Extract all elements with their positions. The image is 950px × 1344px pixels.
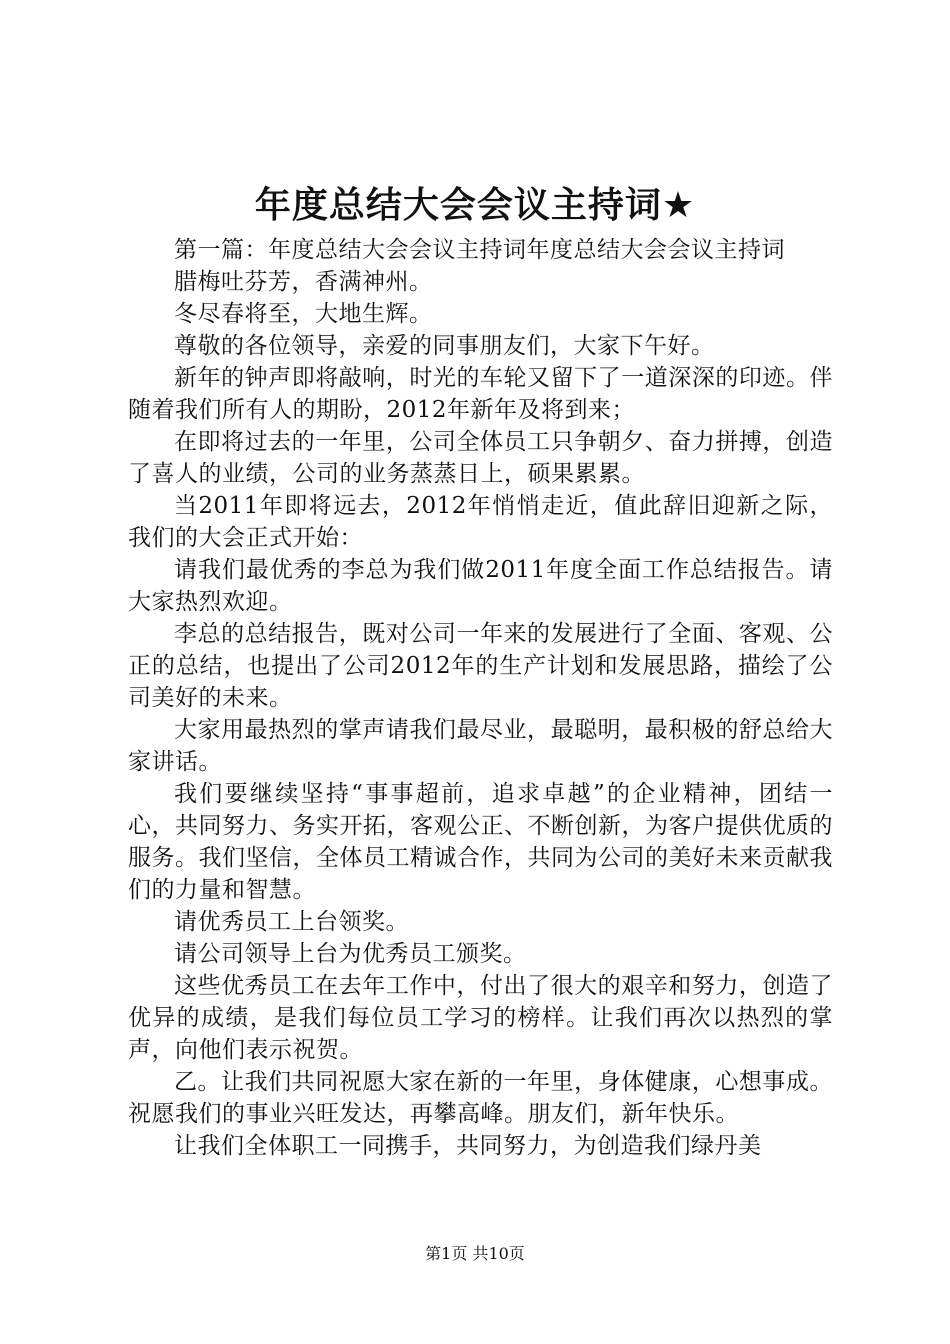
document-title: 年度总结大会会议主持词★ [254,185,696,226]
paragraph: 李总的总结报告，既对公司一年来的发展进行了全面、客观、公正的总结，也提出了公司2012年的生产计划和发展思路，描绘了公司美好的未来。 [128,621,833,711]
paragraph: 腊梅吐芬芳，香满神州。 [174,269,433,295]
paragraph: 让我们全体职工一同携手，共同努力，为创造我们绿丹美 [174,1133,762,1159]
paragraph: 尊敬的各位领导，亲爱的同事朋友们，大家下午好。 [174,333,715,359]
page-footer: 第1页 共10页 [425,1244,525,1263]
paragraph: 当2011年即将远去，2012年悄悄走近，值此辞旧迎新之际，我们的大会正式开始： [128,493,833,551]
document-body [128,234,833,1162]
paragraph: 大家用最热烈的掌声请我们最尽业，最聪明，最积极的舒总给大家讲话。 [128,717,833,775]
paragraph: 新年的钟声即将敲响，时光的车轮又留下了一道深深的印迹。伴随着我们所有人的期盼，2012年新年及将到来； [128,365,833,423]
paragraph: 请我们最优秀的李总为我们做2011年度全面工作总结报告。请大家热烈欢迎。 [128,557,833,615]
paragraph: 我们要继续坚持“事事超前，追求卓越”的企业精神，团结一心，共同努力、务实开拓，客观公正、不断创新，为客户提供优质的服务。我们坚信，全体员工精诚合作，共同为公司的美好未来贡献我们的力量和智慧。 [128,781,833,903]
paragraph: 冬尽春将至，大地生辉。 [174,301,433,327]
paragraph: 这些优秀员工在去年工作中，付出了很大的艰辛和努力，创造了优异的成绩，是我们每位员工学习的榜样。让我们再次以热烈的掌声，向他们表示祝贺。 [128,973,833,1063]
paragraph: 乙。让我们共同祝愿大家在新的一年里，身体健康，心想事成。祝愿我们的事业兴旺发达，再攀高峰。朋友们，新年快乐。 [128,1069,833,1127]
paragraph: 请公司领导上台为优秀员工颁奖。 [174,941,527,967]
paragraph: 第一篇：年度总结大会会议主持词年度总结大会会议主持词 [174,237,785,263]
paragraph: 请优秀员工上台领奖。 [174,909,409,935]
paragraph: 在即将过去的一年里，公司全体员工只争朝夕、奋力拼搏，创造了喜人的业绩，公司的业务蒸蒸日上，硕果累累。 [128,429,833,487]
